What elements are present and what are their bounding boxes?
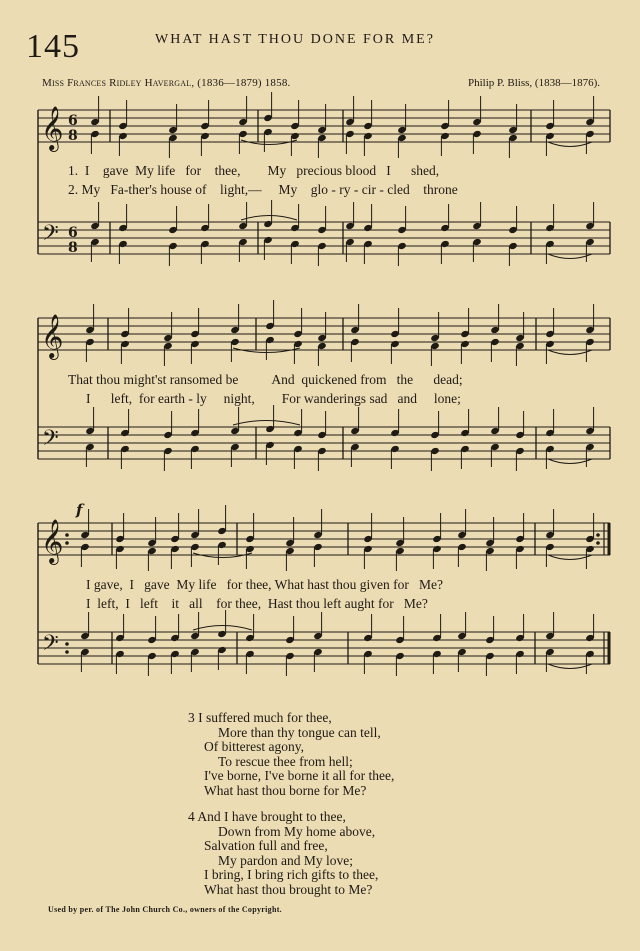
hymn-number: 145 bbox=[26, 28, 80, 65]
treble-clef-icon: 𝄞 bbox=[41, 106, 64, 150]
tie-mark bbox=[548, 555, 592, 560]
repeat-dot-icon bbox=[65, 642, 69, 646]
bass-clef-icon: 𝄢 bbox=[42, 426, 59, 456]
repeat-dot-icon bbox=[65, 533, 69, 537]
lyric-line: That thou might'st ransomed be And quickened from the dead; bbox=[68, 372, 463, 387]
time-signature-icon: 6 bbox=[68, 113, 78, 129]
verse-line: Salvation full and free, bbox=[204, 838, 328, 853]
tie-mark bbox=[233, 421, 300, 426]
verse-line: What hast thou borne for Me? bbox=[204, 782, 367, 798]
forte-dynamic-icon: f bbox=[76, 501, 83, 519]
lyric-line: 1. I gave My life for thee, My precious blood I shed, bbox=[68, 163, 440, 178]
verse-line: My pardon and My love; bbox=[218, 852, 353, 868]
tie-mark bbox=[548, 350, 592, 355]
verse-4 bbox=[188, 810, 378, 897]
bass-clef-icon: 𝄢 bbox=[42, 221, 59, 251]
repeat-dot-icon bbox=[596, 533, 600, 537]
author-name: Miss Frances Ridley Havergal, bbox=[42, 77, 195, 89]
verse-line: I bring, I bring rich gifts to thee, bbox=[204, 867, 379, 882]
bass-clef-icon: 𝄢 bbox=[42, 631, 59, 661]
hymn-title: WHAT HAST THOU DONE FOR ME? bbox=[155, 32, 435, 47]
time-signature-icon: 6 bbox=[68, 225, 78, 241]
repeat-dot-icon bbox=[65, 541, 69, 545]
tie-mark bbox=[548, 459, 592, 464]
composer-credit: Philip P. Bliss, (1838—1876). bbox=[467, 77, 600, 89]
tie-mark bbox=[548, 142, 592, 147]
verse-line: I've borne, I've borne it all for thee, bbox=[204, 768, 395, 783]
treble-clef-icon: 𝄞 bbox=[41, 519, 64, 563]
time-signature-icon: 8 bbox=[68, 240, 78, 256]
repeat-dot-icon bbox=[65, 650, 69, 654]
author-dates: (1836—1879) 1858. bbox=[197, 77, 291, 89]
verse-3 bbox=[188, 711, 394, 798]
tie-mark bbox=[548, 254, 592, 259]
verse-line: Down from My home above, bbox=[218, 823, 376, 839]
verse-line: 4 And I have brought to thee, bbox=[188, 809, 346, 824]
verse-line: Of bitterest agony, bbox=[204, 739, 304, 754]
treble-clef-icon: 𝄞 bbox=[41, 314, 64, 358]
tie-mark bbox=[241, 216, 297, 221]
tie-mark bbox=[193, 626, 252, 631]
time-signature-icon: 8 bbox=[68, 128, 78, 144]
verse-line: To rescue thee from hell; bbox=[218, 753, 353, 769]
verse-line: 3 I suffered much for thee, bbox=[188, 710, 332, 725]
lyric-line: I left, for earth - ly night, For wanderings sad and lone; bbox=[86, 391, 461, 406]
copyright-footer: Used by per. of The John Church Co., owners of the Copyright. bbox=[48, 905, 282, 914]
lyric-line: 2. My Fa-ther's house of light,— My glo - ry - cir - cled throne bbox=[68, 182, 458, 197]
lyric-line: I left, I left it all for thee, Hast thou left aught for Me? bbox=[86, 596, 428, 611]
tie-mark bbox=[548, 664, 592, 669]
verse-line: What hast thou brought to Me? bbox=[204, 881, 373, 897]
repeat-dot-icon bbox=[596, 541, 600, 545]
lyric-line: I gave, I gave My life for thee, What hast thou given for Me? bbox=[86, 577, 444, 592]
verse-line: More than thy tongue can tell, bbox=[218, 724, 381, 740]
